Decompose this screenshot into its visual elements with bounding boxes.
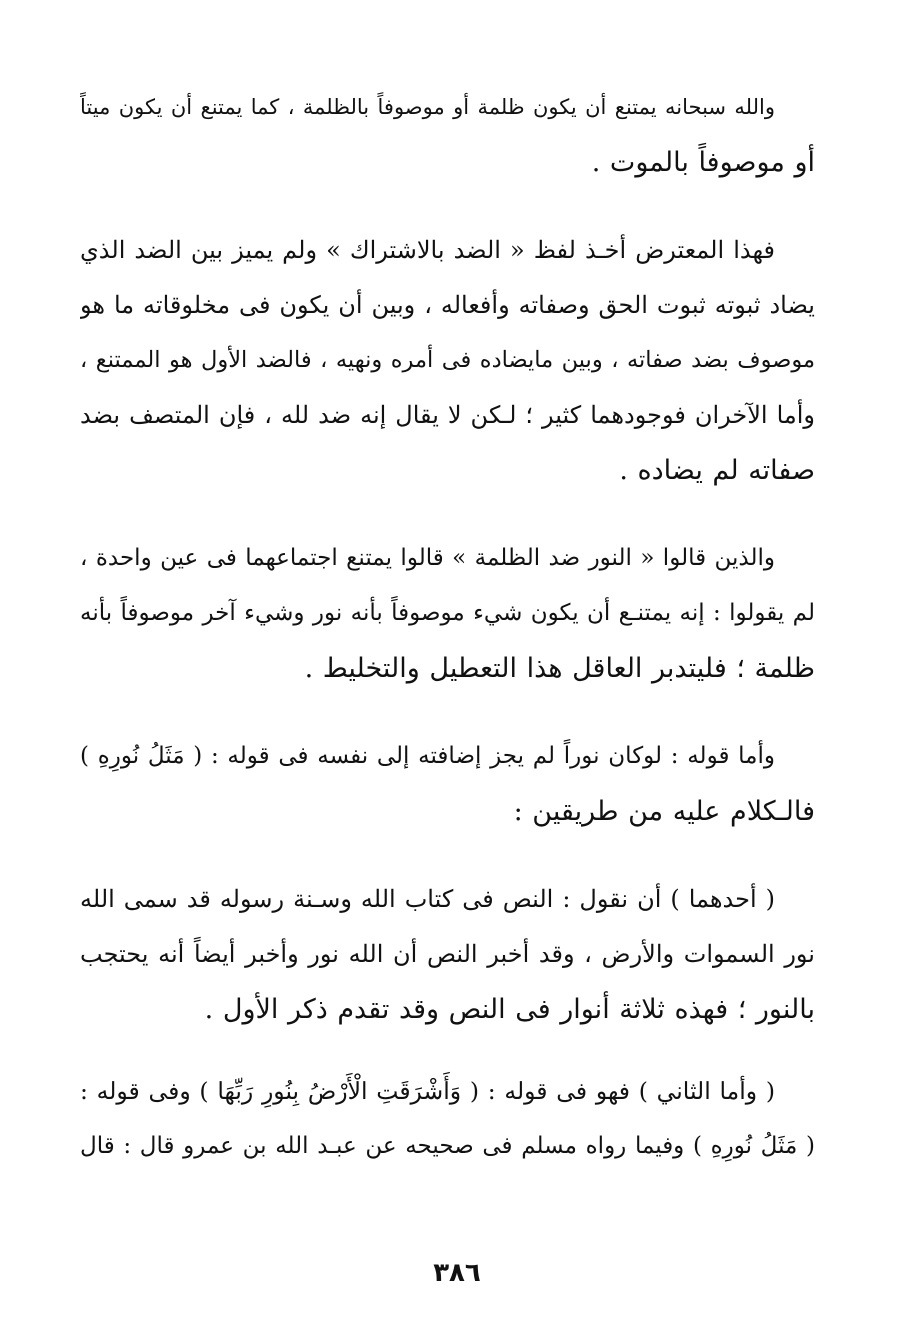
text-line: وأما الآخران فوجودهما كثير ؛ لـكن لا يقال إنه ضد لله ، فإن المتصف بضد — [80, 401, 815, 429]
text-line: والله سبحانه يمتنع أن يكون ظلمة أو موصوفاً بالظلمة ، كما يمتنع أن يكون ميتاً — [80, 95, 775, 119]
text-line: والذين قالوا « النور ضد الظلمة » قالوا يمتنع اجتماعهما فى عين واحدة ، — [80, 545, 775, 571]
text-line: فالـكلام عليه من طريقين : — [513, 796, 815, 827]
text-line: لم يقولوا : إنه يمتنـع أن يكون شيء موصوفاً بأنه نور وشيء آخر موصوفاً بأنه — [80, 600, 815, 626]
text-line: صفاته لم يضاده . — [619, 455, 815, 486]
paragraph-2 — [80, 223, 815, 498]
text-line: ( مَثَلُ نُورِهِ ) وفيما رواه مسلم فى صحيحه عن عبـد الله بن عمرو قال : قال — [80, 1133, 815, 1159]
text-line: يضاد ثبوته ثبوت الحق وصفاته وأفعاله ، وبين أن يكون فى مخلوقاته ما هو — [80, 291, 815, 319]
paragraph-6 — [80, 1064, 815, 1174]
paragraph-1 — [80, 80, 815, 190]
text-line: موصوف بضد صفاته ، وبين مايضاده فى أمره ونهيه ، فالضد الأول هو الممتنع ، — [80, 347, 815, 373]
page-number: ٣٨٦ — [433, 1258, 481, 1288]
paragraph-3 — [80, 531, 815, 696]
text-line: نور السموات والأرض ، وقد أخبر النص أن الله نور وأخبر أيضاً أنه يحتجب — [80, 940, 815, 968]
text-line: ظلمة ؛ فليتدبر العاقل هذا التعطيل والتخليط . — [304, 653, 815, 684]
document-page — [80, 80, 815, 1260]
text-line: ( وأما الثاني ) فهو فى قوله : ( وَأَشْرَقَتِ الْأَرْضُ بِنُورِ رَبِّهَا ) وفى قوله : — [80, 1077, 775, 1105]
text-line: أو موصوفاً بالموت . — [591, 147, 815, 178]
paragraph-5 — [80, 872, 815, 1037]
text-line: بالنور ؛ فهذه ثلاثة أنوار فى النص وقد تقدم ذكر الأول . — [204, 994, 815, 1025]
text-line: ( أحدهما ) أن نقول : النص فى كتاب الله وسـنة رسوله قد سمى الله — [80, 885, 775, 913]
text-line: فهذا المعترض أخـذ لفظ « الضد بالاشتراك » ولم يميز بين الضد الذي — [80, 236, 775, 264]
text-line: وأما قوله : لوكان نوراً لم يجز إضافته إلى نفسه فى قوله : ( مَثَلُ نُورِهِ ) — [80, 743, 775, 769]
paragraph-4 — [80, 729, 815, 839]
